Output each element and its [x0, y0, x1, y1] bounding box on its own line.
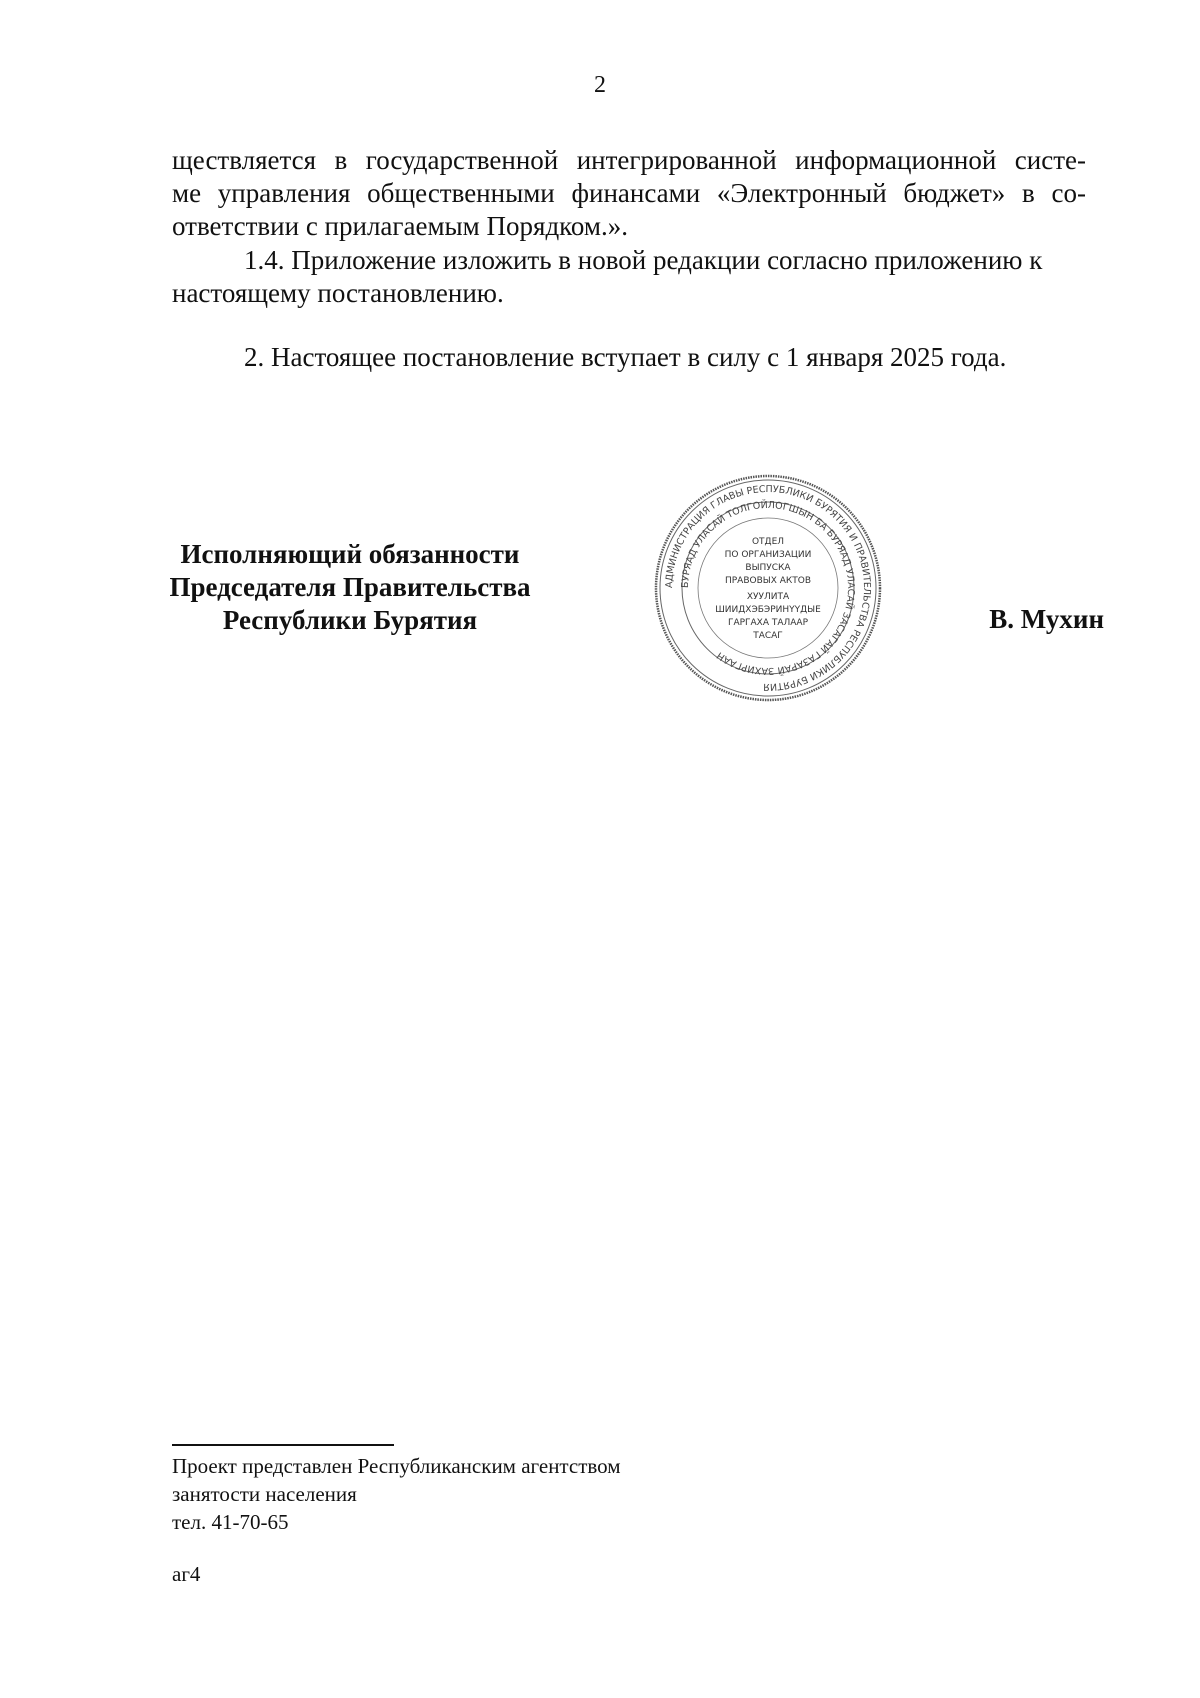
footnote-line: Проект представлен Республиканским агентством [172, 1454, 621, 1478]
seal-inner-textpath: БУРЯАД УЛАСАЙ ТОЛГОЙЛОГШЫН БА БУРЯАД УЛАСАЙ ЗАСАГАЙ ГАЗАРАЙ ЗАХИРГААН [679, 499, 857, 677]
seal-center-line: ХУУЛИТА [746, 592, 790, 602]
paragraph-continuation [172, 144, 1086, 243]
signer-name: В. Мухин [989, 604, 1104, 634]
footnote-divider [172, 1444, 394, 1446]
seal-center-line: ШИИДХЭБЭРИНҮҮДЫЕ [715, 605, 821, 615]
text-line: ответствии с прилагаемым Порядком.». [172, 211, 628, 241]
footnote-line: занятости населения [172, 1482, 357, 1506]
footnote [172, 1452, 872, 1536]
signatory-title-line: Председателя Правительства [169, 572, 531, 602]
text-line: 1.4. Приложение изложить в новой редакции согласно приложению к [244, 245, 1043, 275]
seal-inner-text [680, 499, 856, 677]
text-line: настоящему постановлению. [172, 278, 504, 308]
seal-outer-text [664, 484, 872, 692]
seal-center-line: ГАРГАХА ТАЛААР [727, 618, 809, 628]
text-line: ме управления общественными финансами «Электронный бюджет» в со- [172, 178, 1086, 208]
seal-center-line: ПО ОРГАНИЗАЦИИ [724, 550, 812, 560]
document-code: аг4 [172, 1562, 201, 1586]
paragraph-item-2: 2. Настоящее постановление вступает в силу с 1 января 2025 года. [244, 342, 1007, 372]
seal-outer-textpath: АДМИНИСТРАЦИЯ ГЛАВЫ РЕСПУБЛИКИ БУРЯТИЯ И ПРАВИТЕЛЬСТВА РЕСПУБЛИКИ БУРЯТИЯ [663, 483, 873, 693]
paragraph-item-1-4 [172, 244, 1086, 310]
text-line: ществляется в государственной интегрированной информационной систе- [172, 145, 1086, 175]
signatory-title [150, 538, 550, 637]
signatory-title-line: Исполняющий обязанности [180, 539, 520, 569]
official-seal-stamp [651, 471, 885, 705]
signatory-title-line: Республики Бурятия [222, 605, 478, 635]
seal-center-line: ПРАВОВЫХ АКТОВ [724, 576, 812, 586]
seal-center-line: ВЫПУСКА [745, 563, 791, 573]
seal-center-line: ОТДЕЛ [751, 537, 785, 547]
footnote-phone: тел. 41-70-65 [172, 1510, 289, 1534]
page-number: 2 [594, 72, 606, 98]
seal-center-line: ТАСАГ [753, 631, 783, 641]
